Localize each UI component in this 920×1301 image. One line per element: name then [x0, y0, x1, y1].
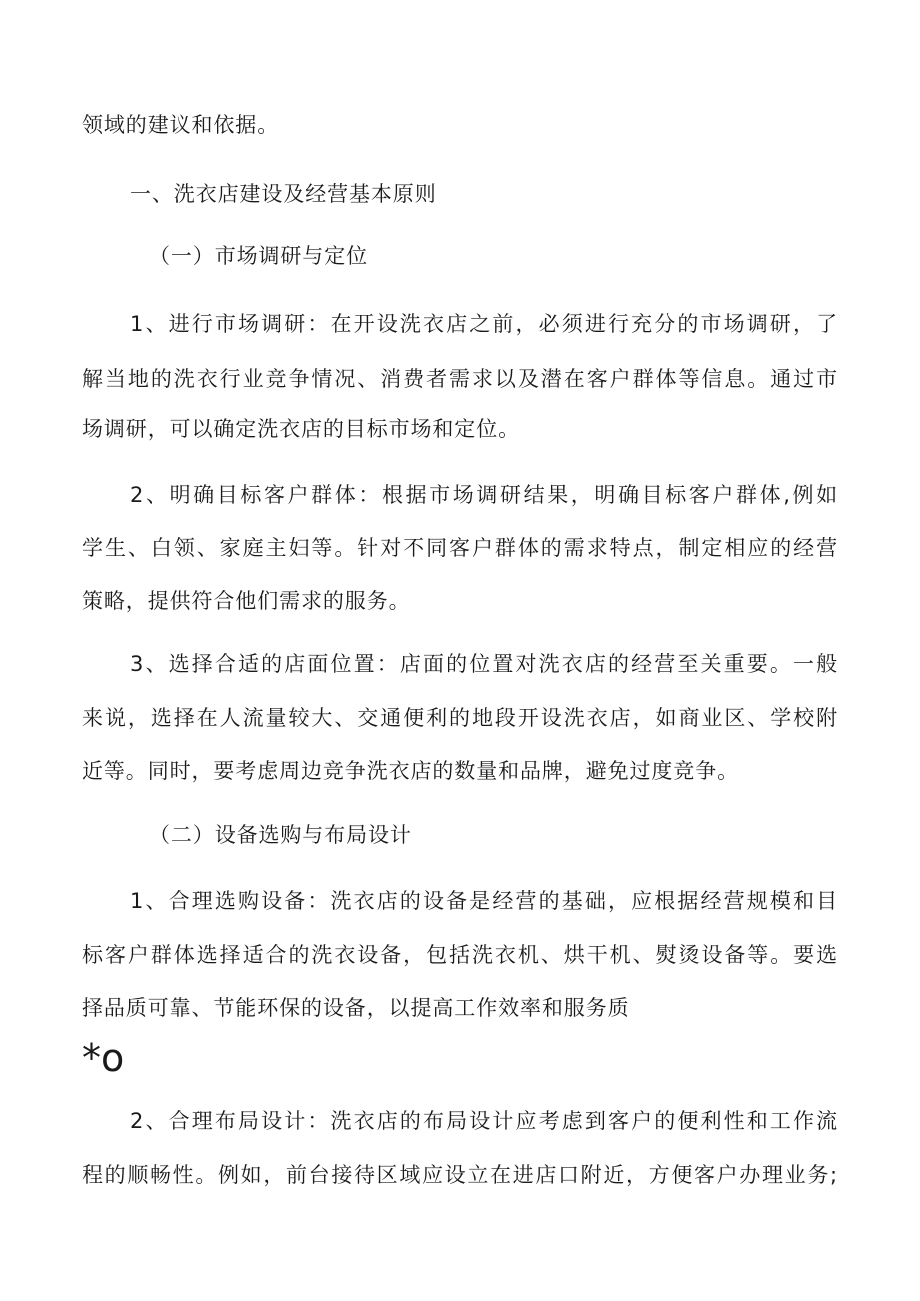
- paragraph-4-line-2: 标客户群体选择适合的洗衣设备，包括洗衣机、烘干机、熨烫设备等。要选: [82, 943, 838, 967]
- section-heading-1: 一、洗衣店建设及经营基本原则: [130, 182, 437, 206]
- subsection-heading-2: （二）设备选购与布局设计: [149, 823, 412, 847]
- paragraph-1-line-2: 解当地的洗衣行业竞争情况、消费者需求以及潜在客户群体等信息。通过市: [82, 367, 838, 391]
- paragraph-2-line-1: 2、明确目标客户群体：根据市场调研结果，明确目标客户群体,例如: [130, 483, 838, 507]
- paragraph-5-line-1: 2、合理布局设计：洗衣店的布局设计应考虑到客户的便利性和工作流: [130, 1109, 838, 1133]
- paragraph-continuation-line: 领域的建议和依据。: [82, 113, 280, 137]
- paragraph-2-line-3: 策略，提供符合他们需求的服务。: [82, 589, 411, 613]
- paragraph-2-line-2: 学生、白领、家庭主妇等。针对不同客户群体的需求特点，制定相应的经营: [82, 536, 838, 560]
- subsection-heading-1: （一）市场调研与定位: [149, 244, 368, 268]
- paragraph-4-line-1: 1、合理选购设备：洗衣店的设备是经营的基础，应根据经营规模和目: [130, 889, 838, 913]
- paragraph-4-line-3: 择品质可靠、节能环保的设备，以提高工作效率和服务质: [82, 996, 630, 1020]
- paragraph-3-line-2: 来说，选择在人流量较大、交通便利的地段开设洗衣店，如商业区、学校附: [82, 706, 838, 730]
- paragraph-1-line-1: 1、进行市场调研：在开设洗衣店之前，必须进行充分的市场调研，了: [130, 312, 838, 336]
- stray-symbol-text: *o: [82, 1036, 125, 1080]
- paragraph-5-line-2: 程的顺畅性。例如，前台接待区域应设立在进店口附近，方便客户办理业务;: [82, 1163, 838, 1187]
- paragraph-3-line-3: 近等。同时，要考虑周边竞争洗衣店的数量和品牌，避免过度竞争。: [82, 759, 739, 783]
- paragraph-1-line-3: 场调研，可以确定洗衣店的目标市场和定位。: [82, 417, 520, 441]
- paragraph-3-line-1: 3、选择合适的店面位置：店面的位置对洗衣店的经营至关重要。一般: [130, 652, 838, 676]
